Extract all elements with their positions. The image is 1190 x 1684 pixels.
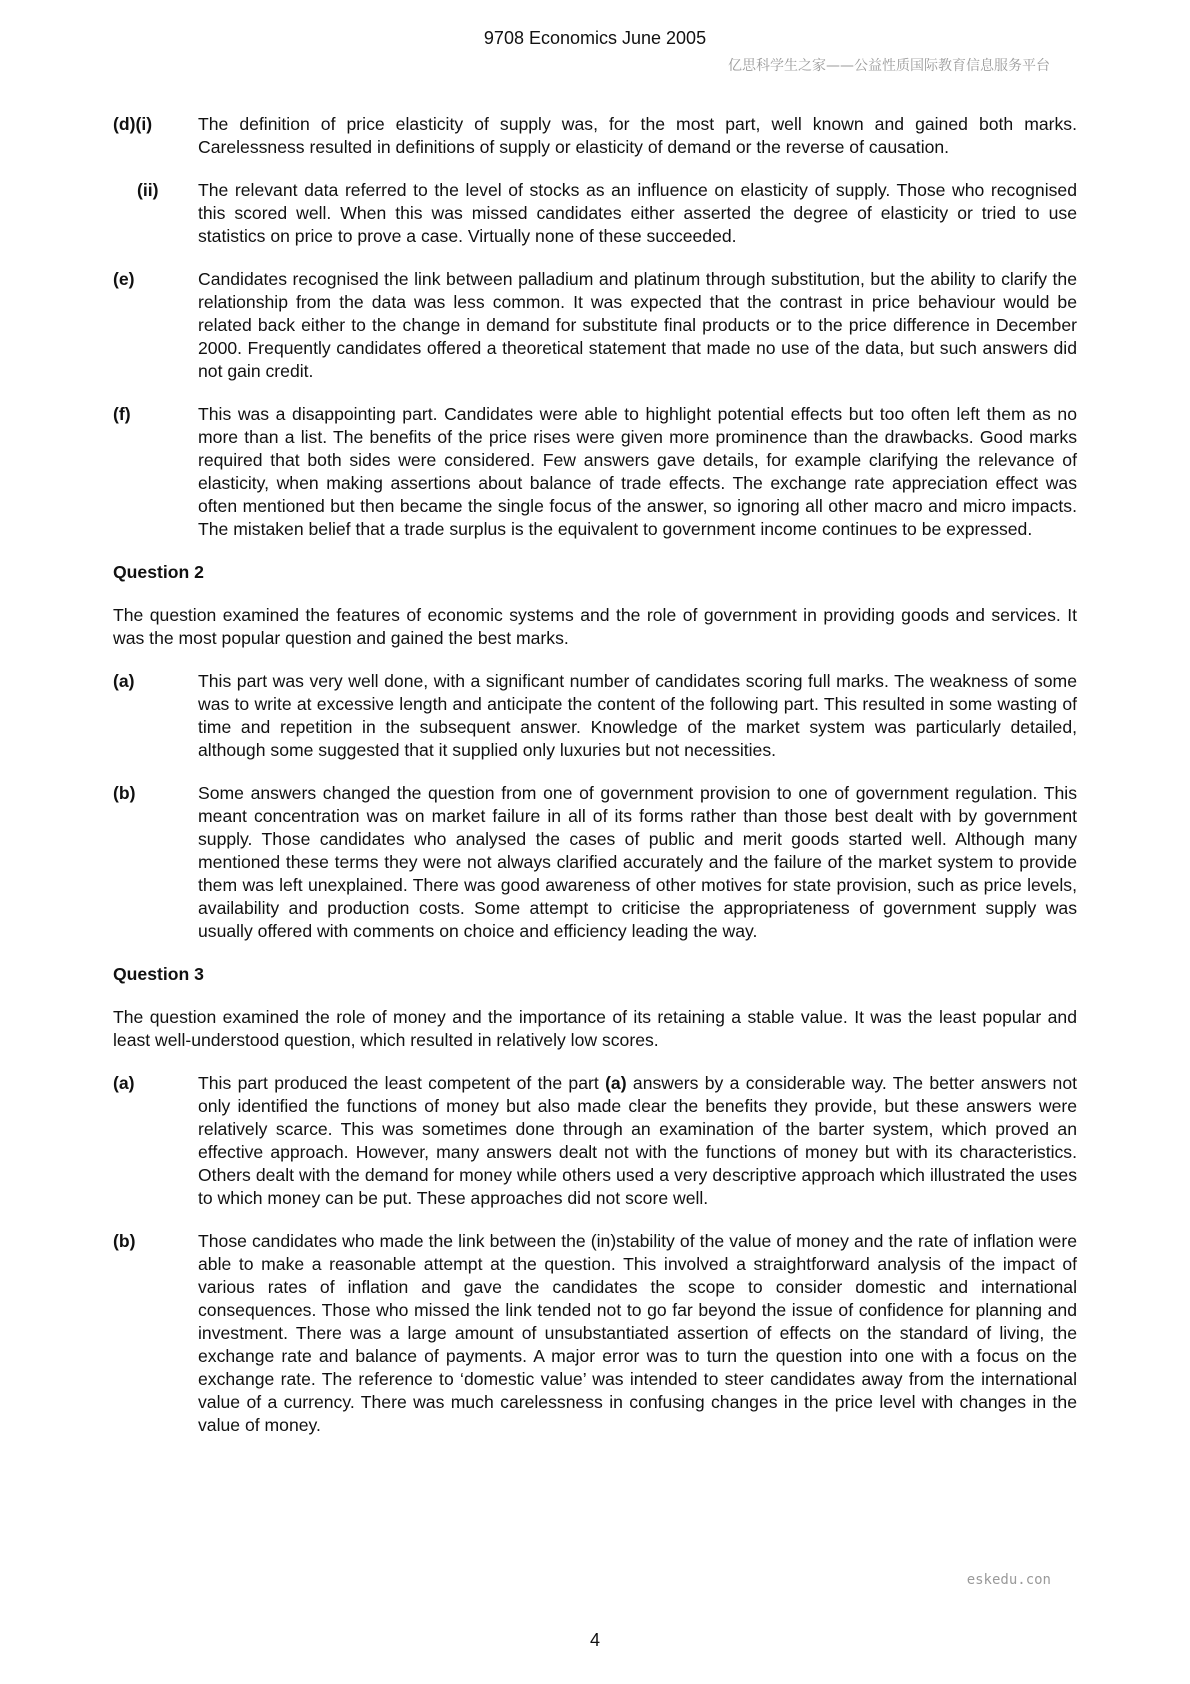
- section-e: [113, 268, 1077, 383]
- question-2-intro: The question examined the features of economic systems and the role of government in providing goods and services. It was the most popular question and gained the best marks.: [113, 605, 1077, 648]
- q2-section-b: [113, 782, 1077, 943]
- section-d-i: [113, 113, 1077, 159]
- item-label: (d)(i): [113, 114, 153, 134]
- item-text: This part was very well done, with a significant number of candidates scoring full marks. The weakness of some was to write at excessive length and anticipate the content of the following part. This resulted in some wasting of time and repetition in the subsequent answer. Knowledge of the market system was particularly detailed, although some suggested that it supplied only luxuries but not necessities.: [198, 671, 1077, 760]
- item-label: (a): [113, 1073, 135, 1093]
- item-text: Those candidates who made the link between the (in)stability of the value of money and the rate of inflation were able to make a reasonable attempt at the question. This involved a straightforward analysis of the impact of various rates of inflation and gave the candidates the scope to consider domestic and international consequences. Those who missed the link tended not to go far beyond the issue of confidence for planning and investment. There was a large amount of unsubstantiated assertion of effects on the standard of living, the exchange rate and balance of payments. A major error was to turn the question into one with a focus on the exchange rate. The reference to ‘domestic value’ was intended to steer candidates away from the international value of a currency. There was much carelessness in confusing changes in the price level with changes in the value of money.: [198, 1231, 1077, 1435]
- footer-watermark: eskedu.con: [966, 1572, 1051, 1588]
- section-d-ii: [113, 179, 1077, 248]
- section-f: [113, 403, 1077, 541]
- q2-section-a: [113, 670, 1077, 762]
- item-text: Some answers changed the question from one of government provision to one of government regulation. This meant concentration was on market failure in all of its forms rather than those best dealt with by government supply. Those candidates who analysed the cases of public and merit goods started well. Although many mentioned these terms they were not always clarified accurately and the failure of the market system to provide them was left unexplained. There was good awareness of other motives for state provision, such as price levels, availability and production costs. Some attempt to criticise the appropriateness of government supply was usually offered with comments on choice and efficiency leading the way.: [198, 783, 1077, 941]
- q3-section-b: [113, 1230, 1077, 1437]
- document-body: [113, 113, 1077, 1457]
- item-label: (ii): [137, 180, 159, 200]
- item-label: (e): [113, 269, 135, 289]
- item-text-part: answers by a considerable way. The better answers not only identified the functions of money but also made clear the benefits they provide, but these answers were relatively scarce. This was sometimes done through an examination of the barter system, which proved an effective approach. However, many answers dealt not with the functions of money but with its characteristics. Others dealt with the demand for money while others used a very descriptive approach which illustrated the uses to which money can be put. These approaches did not score well.: [198, 1073, 1077, 1208]
- item-text: Candidates recognised the link between palladium and platinum through substitution, but the ability to clarify the relationship from the data was less common. It was expected that the contrast in price behaviour would be related back either to the change in demand for substitute final products or to the price difference in December 2000. Frequently candidates offered a theoretical statement that made no use of the data, but such answers did not gain credit.: [198, 269, 1077, 381]
- item-text: The relevant data referred to the level of stocks as an influence on elasticity of supply. Those who recognised this scored well. When this was missed candidates either asserted the degree of elasticity or tried to use statistics on price to prove a case. Virtually none of these succeeded.: [198, 180, 1077, 246]
- item-label: (f): [113, 404, 131, 424]
- item-label: (a): [113, 671, 135, 691]
- item-text-bold: (a): [605, 1073, 627, 1093]
- item-label: (b): [113, 783, 136, 803]
- page-number: 4: [589, 1630, 600, 1650]
- header-watermark: 亿思科学生之家——公益性质国际教育信息服务平台: [728, 58, 1050, 74]
- item-text-part: This part produced the least competent of the part: [198, 1073, 606, 1093]
- q3-section-a: [113, 1072, 1077, 1210]
- page-header-title: 9708 Economics June 2005: [483, 28, 707, 48]
- item-text: [198, 1072, 1077, 1210]
- question-3-heading: Question 3: [113, 964, 204, 984]
- item-text: The definition of price elasticity of supply was, for the most part, well known and gained both marks. Carelessness resulted in definitions of supply or elasticity of demand or the reverse of causation.: [198, 114, 1077, 157]
- item-label: (b): [113, 1231, 136, 1251]
- question-3-intro: The question examined the role of money and the importance of its retaining a stable value. It was the least popular and least well-understood question, which resulted in relatively low scores.: [113, 1007, 1077, 1050]
- question-2-heading: Question 2: [113, 562, 204, 582]
- item-text: This was a disappointing part. Candidates were able to highlight potential effects but too often left them as no more than a list. The benefits of the price rises were given more prominence than the drawbacks. Good marks required that both sides were considered. Few answers gave details, for example clarifying the relevance of elasticity, when making assertions about balance of trade effects. The exchange rate appreciation effect was often mentioned but then became the single focus of the answer, so ignoring all other macro and micro impacts. The mistaken belief that a trade surplus is the equivalent to government income continues to be expressed.: [198, 404, 1077, 539]
